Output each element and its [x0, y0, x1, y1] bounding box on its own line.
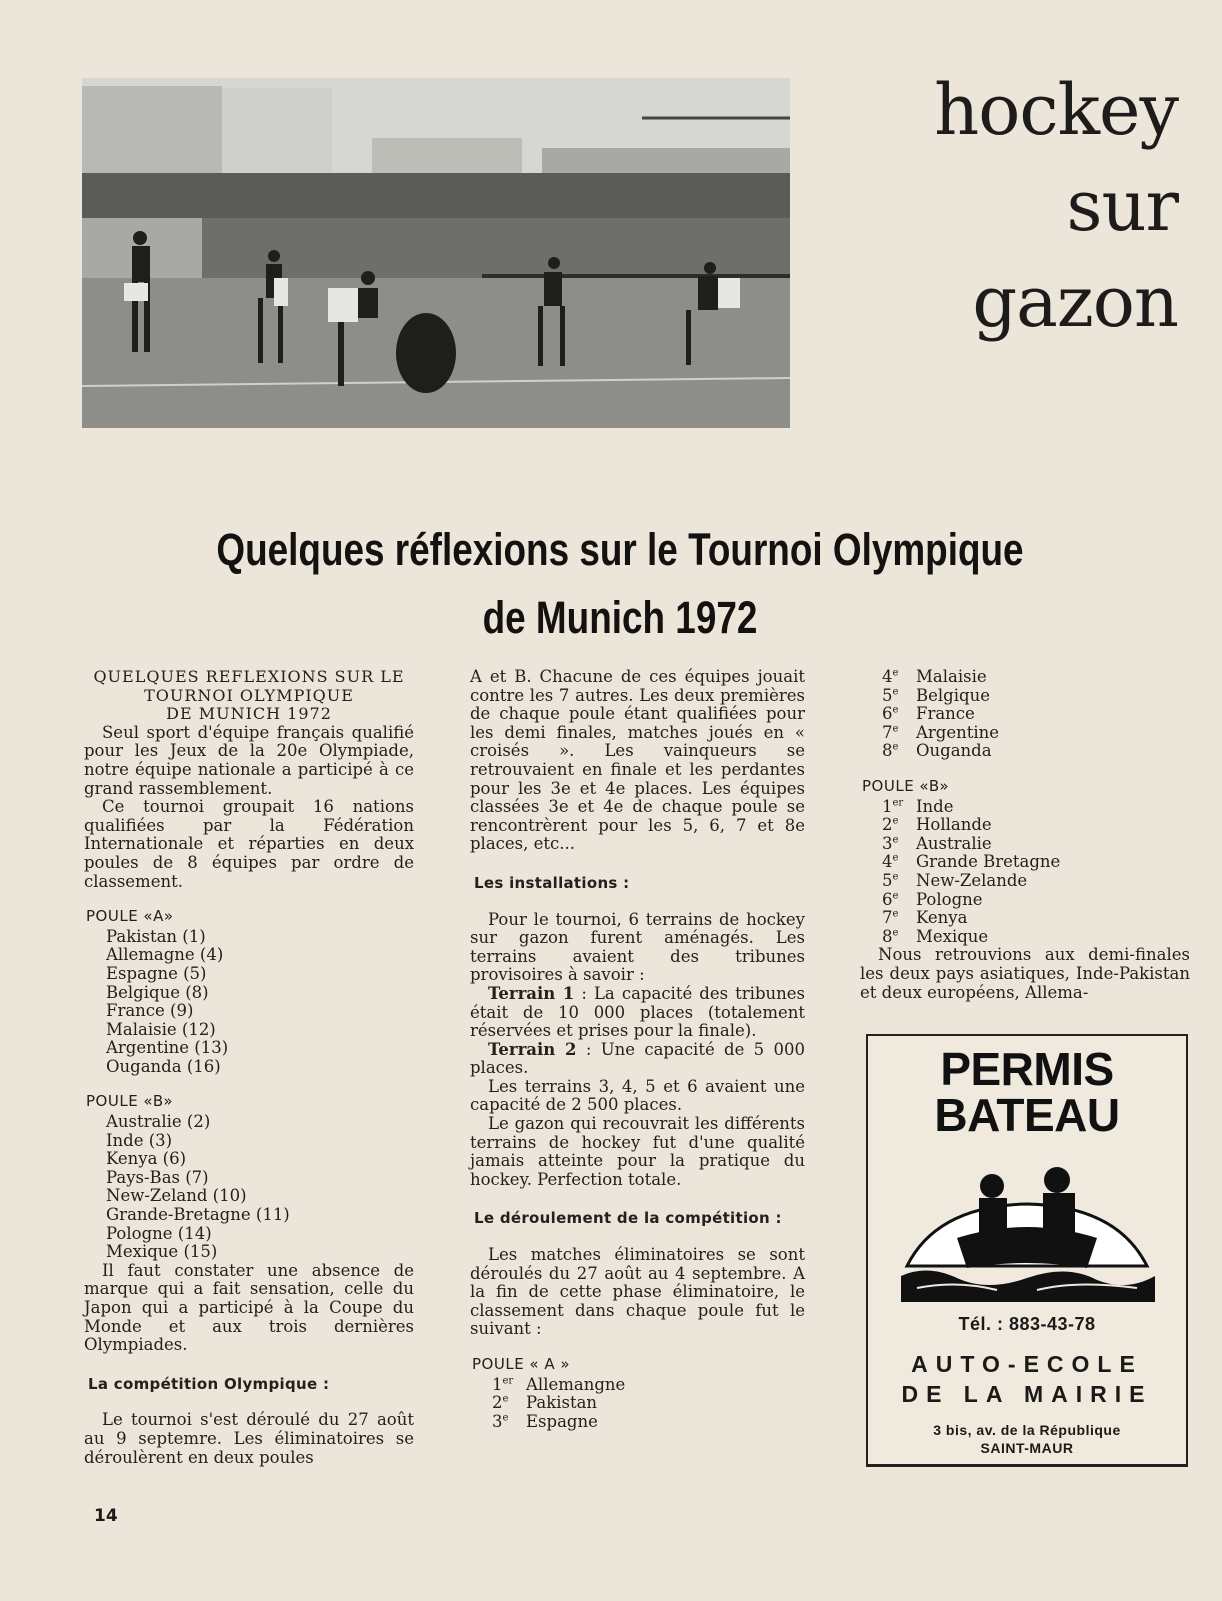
list-item: Grande-Bretagne (11)	[106, 1205, 290, 1225]
section-title-line: sur	[1066, 165, 1178, 247]
rank-team: Malaisie	[916, 667, 987, 686]
list-item: Allemagne (4)	[106, 945, 224, 965]
ranking-row	[882, 853, 1190, 872]
list-item: Belgique (8)	[106, 982, 209, 1002]
closing-paragraph: Nous retrouvions aux demi-finales les deux pays asiatiques, Inde-Pakistan et deux européens, Allema-	[860, 945, 1190, 1002]
rank-number: 2	[882, 815, 893, 835]
rank-team: Inde	[916, 796, 954, 816]
rank-number: 4	[882, 852, 893, 872]
rank-suffix: e	[892, 704, 899, 716]
terrains-paragraph: Les terrains 3, 4, 5 et 6 avaient une capacité de 2 500 places.	[470, 1076, 805, 1115]
rank-team: Hollande	[916, 815, 992, 835]
rank-suffix: er	[502, 1375, 514, 1387]
poule-a-ranking	[470, 1376, 805, 1432]
list-item: Ouganda (16)	[106, 1056, 221, 1076]
rank-suffix: e	[502, 1412, 509, 1424]
ad-title-line: PERMIS	[940, 1043, 1114, 1095]
rank-suffix: e	[892, 927, 899, 939]
rank-team: Espagne	[526, 1411, 598, 1431]
rank-team: Pologne	[916, 889, 983, 909]
rank-suffix: e	[892, 852, 899, 864]
rank-suffix: e	[892, 667, 899, 679]
rank-number: 1	[882, 796, 893, 816]
page-number: 14	[94, 1506, 118, 1526]
motorboat-drawing	[897, 1146, 1157, 1306]
rank-number: 2	[492, 1393, 503, 1413]
rank-suffix: e	[892, 871, 899, 883]
article-column-3	[860, 668, 1190, 1002]
list-item: Kenya (6)	[106, 1149, 187, 1169]
ad-address-line: SAINT-MAUR	[980, 1440, 1074, 1456]
rank-number: 5	[882, 685, 893, 705]
hockey-match-photo	[82, 78, 790, 428]
rank-team: Australie	[916, 833, 992, 853]
list-item: Mexique (15)	[106, 1242, 218, 1262]
ad-telephone: Tél. : 883-43-78	[958, 1314, 1096, 1334]
ranking-row	[882, 909, 1190, 928]
deroulement-paragraph: Les matches éliminatoires se sont déroulés du 27 août au 4 septembre. A la fin de cette phase éliminatoire, le classement dans chaque poule fut le suivant :	[470, 1245, 805, 1339]
rank-suffix: e	[892, 815, 899, 827]
rank-team: Pakistan	[526, 1393, 598, 1413]
rank-team: France	[916, 704, 975, 724]
poule-b-label: POULE «B»	[862, 776, 950, 795]
poule-a-ranking-continued	[860, 668, 1190, 761]
terrain-2-text: : Une capacité de 5 000 places.	[470, 1039, 805, 1078]
photo-illustration	[82, 78, 790, 428]
article-column-1	[84, 668, 414, 1467]
installations-heading: Les installations :	[474, 873, 630, 892]
list-item: Pakistan (1)	[106, 926, 206, 946]
rank-team: Mexique	[916, 926, 989, 946]
rank-suffix: e	[892, 908, 899, 920]
poule-a-label: POULE « A »	[472, 1355, 571, 1373]
terrain-2-paragraph	[470, 1041, 805, 1078]
rank-suffix: e	[892, 686, 899, 698]
rank-suffix: e	[892, 834, 899, 846]
ad-title	[868, 1043, 1186, 1141]
poule-a-seeding	[84, 928, 414, 1077]
terrain-1-paragraph	[470, 985, 805, 1041]
list-item: Argentine (13)	[106, 1038, 229, 1058]
list-item: Pays-Bas (7)	[106, 1167, 209, 1187]
ad-school-line: DE LA MAIRIE	[901, 1381, 1153, 1407]
ranking-row	[882, 872, 1190, 891]
terrain-2-label: Terrain 2	[488, 1039, 577, 1059]
ranking-row	[882, 687, 1190, 706]
rank-suffix: e	[892, 741, 899, 753]
rank-number: 1	[492, 1374, 503, 1394]
ranking-row	[492, 1394, 805, 1413]
competition-paragraph: Le tournoi s'est déroulé du 27 août au 9 septemre. Les éliminatoires se déroulèrent en deux poules	[84, 1410, 414, 1467]
rank-team: Allemangne	[526, 1374, 626, 1394]
ranking-row	[882, 928, 1190, 947]
section-title-line: hockey	[934, 69, 1178, 151]
rank-team: Belgique	[916, 685, 990, 705]
absence-paragraph: Il faut constater une absence de marque qui a fait sensation, celle du Japon qui a participé à la Coupe du Monde et aux trois dernières Olympiades.	[84, 1260, 414, 1355]
list-item: Espagne (5)	[106, 963, 207, 983]
ranking-row	[882, 891, 1190, 910]
poule-b-seeding	[84, 1113, 414, 1262]
rank-number: 4	[882, 667, 893, 686]
installations-paragraph: Pour le tournoi, 6 terrains de hockey sur gazon furent aménagés. Les terrains avaient des tribunes provisoires à savoir :	[470, 909, 805, 985]
rank-number: 7	[882, 722, 893, 742]
rank-team: Kenya	[916, 908, 968, 928]
ranking-row	[882, 798, 1190, 817]
ranking-row	[492, 1376, 805, 1395]
ad-school-name	[868, 1349, 1186, 1409]
rank-suffix: e	[892, 723, 899, 735]
competition-heading: La compétition Olympique :	[88, 1374, 330, 1393]
poule-b-label: POULE «B»	[86, 1092, 174, 1111]
list-item: France (9)	[106, 1001, 194, 1021]
column-heading	[84, 668, 414, 724]
rank-number: 3	[882, 833, 893, 853]
section-title	[934, 62, 1178, 350]
headline-line: de Munich 1972	[482, 592, 758, 643]
column-heading-line: DE MUNICH 1972	[166, 704, 332, 724]
ranking-row	[882, 668, 1190, 687]
deroulement-heading: Le déroulement de la compétition :	[474, 1209, 782, 1228]
rank-number: 6	[882, 889, 893, 909]
headline-line: Quelques réflexions sur le Tournoi Olympique	[216, 524, 1024, 575]
column-heading-line: TOURNOI OLYMPIQUE	[144, 685, 354, 705]
rank-suffix: e	[502, 1393, 509, 1405]
rank-number: 3	[492, 1411, 503, 1431]
article-column-2	[470, 668, 805, 1431]
ad-address-line: 3 bis, av. de la République	[933, 1422, 1121, 1438]
ranking-row	[882, 816, 1190, 835]
rank-number: 8	[882, 741, 893, 761]
ranking-row	[882, 835, 1190, 854]
continuation-paragraph: A et B. Chacune de ces équipes jouait contre les 7 autres. Les deux premières de chaque poule étant qualifiées pour les demi finales, matches joués en « croisés ». Les vainqueurs se retrouvaient en finale et les perdantes pour les 3e et 4e places. Les équipes classées 3e et 4e de chaque poule se rencontrèrent pour les 5, 6, 7 et 8e places, etc...	[470, 667, 805, 854]
list-item: Australie (2)	[106, 1112, 211, 1132]
list-item: Pologne (14)	[106, 1223, 212, 1243]
ranking-row	[882, 705, 1190, 724]
intro-paragraph: Ce tournoi groupait 16 nations qualifiées par la Fédération Internationale et réparties en deux poules de 8 équipes par ordre de classement.	[84, 797, 414, 891]
rank-team: New-Zelande	[916, 870, 1028, 890]
poule-a-label: POULE «A»	[86, 907, 174, 926]
list-item: Malaisie (12)	[106, 1019, 216, 1039]
permis-bateau-advertisement	[866, 1034, 1188, 1467]
gazon-paragraph: Le gazon qui recouvrait les différents terrains de hockey fut d'une qualité jamais atteinte pour la pratique du hockey. Perfection totale.	[470, 1114, 805, 1189]
rank-team: Grande Bretagne	[916, 852, 1061, 872]
rank-number: 7	[882, 908, 893, 928]
ad-school-line: AUTO-ECOLE	[911, 1351, 1143, 1377]
rank-suffix: er	[892, 797, 904, 809]
column-heading-line: QUELQUES REFLEXIONS SUR LE	[93, 667, 405, 686]
rank-suffix: e	[892, 890, 899, 902]
ranking-row	[492, 1413, 805, 1432]
rank-team: Ouganda	[916, 741, 992, 761]
list-item: Inde (3)	[106, 1130, 173, 1150]
rank-number: 8	[882, 926, 893, 946]
rank-team: Argentine	[916, 722, 1000, 742]
ranking-row	[882, 742, 1190, 761]
terrain-1-text: : La capacité des tribunes était de 10 000 places (totalement réservées et prises pour la finale).	[470, 983, 806, 1041]
ranking-row	[882, 724, 1190, 743]
rank-number: 5	[882, 870, 893, 890]
ad-address	[868, 1421, 1186, 1457]
list-item: New-Zeland (10)	[106, 1186, 247, 1206]
rank-number: 6	[882, 704, 893, 724]
poule-b-ranking	[860, 798, 1190, 947]
intro-paragraph: Seul sport d'équipe français qualifié pour les Jeux de la 20e Olympiade, notre équipe nationale a participé à ce grand rassemblement.	[84, 722, 414, 798]
ad-title-line: BATEAU	[934, 1089, 1120, 1141]
section-title-line: gazon	[972, 261, 1178, 343]
terrain-1-label: Terrain 1	[488, 983, 575, 1003]
article-headline	[194, 516, 1047, 652]
